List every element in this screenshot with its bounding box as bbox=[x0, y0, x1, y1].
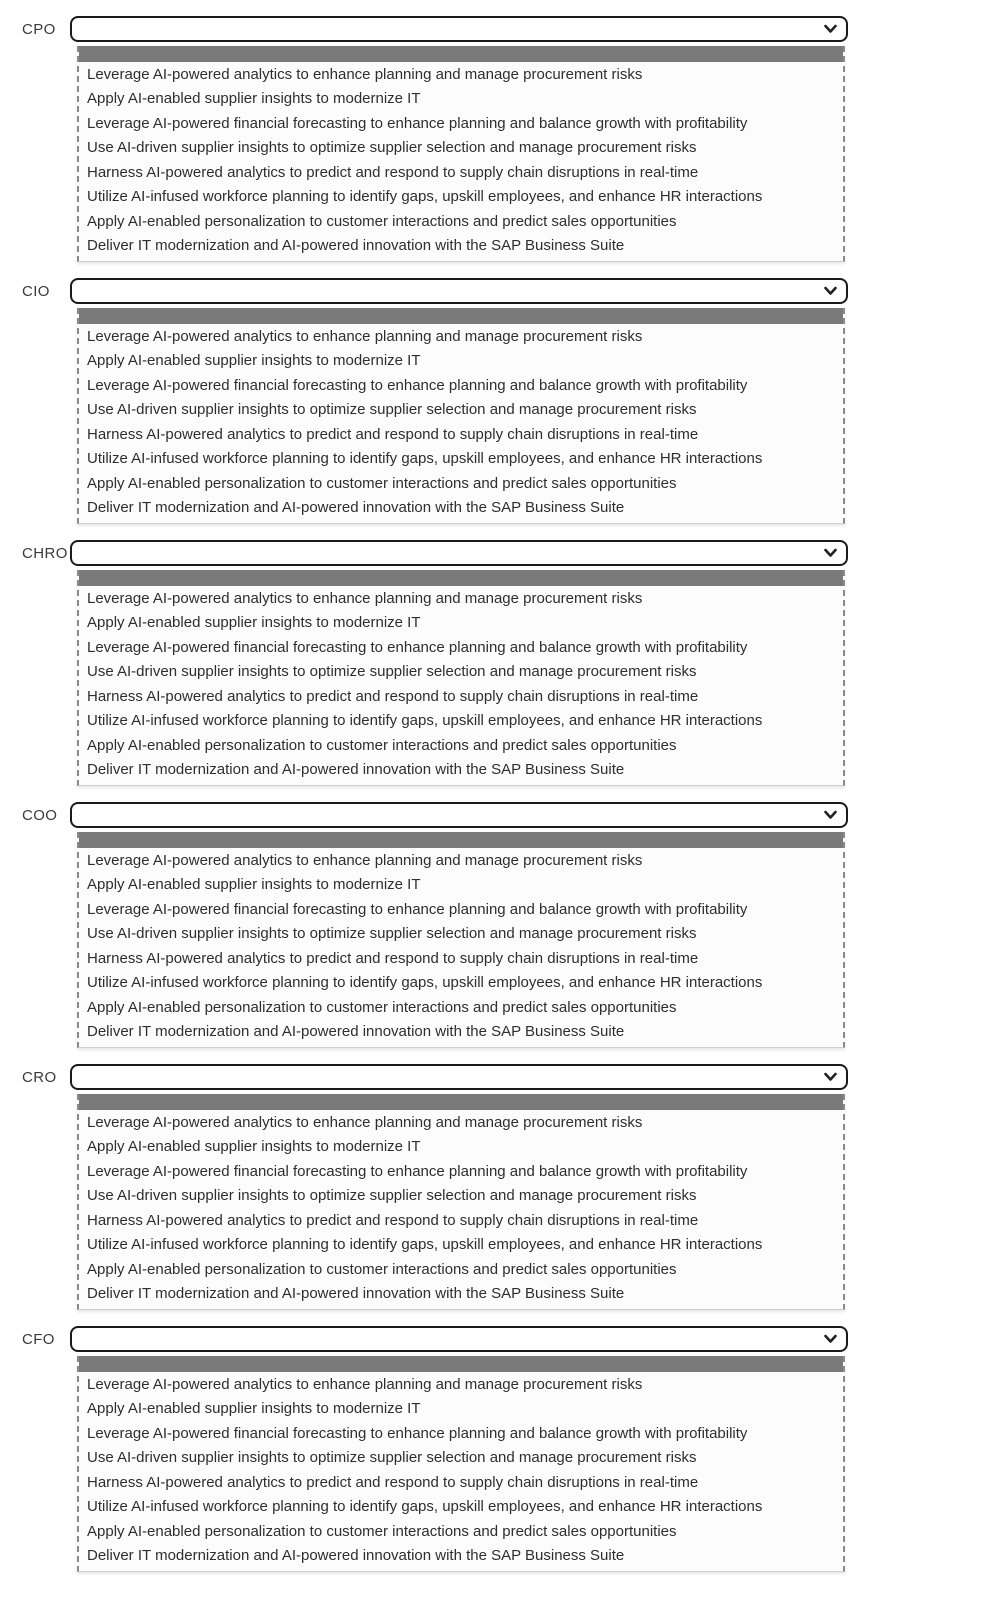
dropdown-option-highlighted-empty[interactable] bbox=[79, 1356, 843, 1372]
dropdown-option[interactable]: Harness AI-powered analytics to predict and respond to supply chain disruptions in real-time bbox=[87, 1473, 699, 1491]
role-strategy-select[interactable] bbox=[70, 1064, 848, 1090]
role-strategy-select[interactable] bbox=[70, 802, 848, 828]
chevron-down-icon bbox=[824, 1335, 837, 1344]
dropdown-option[interactable]: Apply AI-enabled personalization to customer interactions and predict sales opportunities bbox=[87, 474, 677, 492]
dropdown-option[interactable]: Use AI-driven supplier insights to optimize supplier selection and manage procurement risks bbox=[87, 401, 697, 419]
dropdown-option[interactable]: Leverage AI-powered financial forecasting to enhance planning and balance growth with profitability bbox=[87, 1162, 748, 1180]
dropdown-option[interactable]: Harness AI-powered analytics to predict and respond to supply chain disruptions in real-time bbox=[87, 425, 699, 443]
chevron-down-icon bbox=[824, 1073, 837, 1082]
dropdown-option[interactable]: Deliver IT modernization and AI-powered innovation with the SAP Business Suite bbox=[87, 1023, 625, 1041]
dropdown-option[interactable]: Utilize AI-infused workforce planning to identify gaps, upskill employees, and enhance HR interactions bbox=[87, 450, 763, 468]
dropdown-option[interactable]: Utilize AI-infused workforce planning to identify gaps, upskill employees, and enhance HR interactions bbox=[87, 1498, 763, 1516]
chevron-down-icon bbox=[824, 549, 837, 558]
field-column bbox=[70, 1064, 848, 1310]
dropdown-option[interactable]: Utilize AI-infused workforce planning to identify gaps, upskill employees, and enhance HR interactions bbox=[87, 1236, 763, 1254]
dropdown-option[interactable]: Apply AI-enabled supplier insights to modernize IT bbox=[87, 90, 421, 108]
dropdown-option[interactable]: Leverage AI-powered analytics to enhance planning and manage procurement risks bbox=[87, 589, 643, 607]
dropdown-option[interactable]: Leverage AI-powered financial forecasting to enhance planning and balance growth with profitability bbox=[87, 638, 748, 656]
role-label: COO bbox=[22, 807, 58, 824]
dropdown-option[interactable]: Utilize AI-infused workforce planning to identify gaps, upskill employees, and enhance HR interactions bbox=[87, 712, 763, 730]
dropdown-option[interactable]: Deliver IT modernization and AI-powered innovation with the SAP Business Suite bbox=[87, 761, 625, 779]
dropdown-option[interactable]: Use AI-driven supplier insights to optimize supplier selection and manage procurement risks bbox=[87, 1187, 697, 1205]
dropdown-option[interactable]: Utilize AI-infused workforce planning to identify gaps, upskill employees, and enhance HR interactions bbox=[87, 974, 763, 992]
role-strategy-select[interactable] bbox=[70, 540, 848, 566]
dropdown-option-highlighted-empty[interactable] bbox=[79, 832, 843, 848]
dropdown-option[interactable]: Deliver IT modernization and AI-powered innovation with the SAP Business Suite bbox=[87, 1285, 625, 1303]
dropdown-option[interactable]: Apply AI-enabled personalization to customer interactions and predict sales opportunities bbox=[87, 212, 677, 230]
role-strategy-select[interactable] bbox=[70, 1326, 848, 1352]
role-label: CIO bbox=[22, 283, 50, 300]
dropdown-option[interactable]: Leverage AI-powered analytics to enhance planning and manage procurement risks bbox=[87, 1375, 643, 1393]
field-column bbox=[70, 1326, 848, 1572]
dropdown-option[interactable]: Leverage AI-powered analytics to enhance planning and manage procurement risks bbox=[87, 65, 643, 83]
dropdown-option[interactable]: Apply AI-enabled supplier insights to modernize IT bbox=[87, 876, 421, 894]
field-column bbox=[70, 16, 848, 262]
dropdown-option[interactable]: Deliver IT modernization and AI-powered innovation with the SAP Business Suite bbox=[87, 499, 625, 517]
chevron-down-icon bbox=[824, 25, 837, 34]
chevron-down-icon bbox=[824, 811, 837, 820]
dropdown-option[interactable]: Harness AI-powered analytics to predict and respond to supply chain disruptions in real-time bbox=[87, 163, 699, 181]
field-column bbox=[70, 540, 848, 786]
dropdown-option[interactable]: Apply AI-enabled personalization to customer interactions and predict sales opportunities bbox=[87, 736, 677, 754]
dropdown-option-highlighted-empty[interactable] bbox=[79, 46, 843, 62]
dropdown-option-highlighted-empty[interactable] bbox=[79, 308, 843, 324]
role-label: CRO bbox=[22, 1069, 57, 1086]
dropdown-option[interactable]: Use AI-driven supplier insights to optimize supplier selection and manage procurement risks bbox=[87, 925, 697, 943]
dropdown-option[interactable]: Apply AI-enabled supplier insights to modernize IT bbox=[87, 614, 421, 632]
dropdown-option-list bbox=[77, 1356, 845, 1572]
dropdown-option[interactable]: Apply AI-enabled supplier insights to modernize IT bbox=[87, 1138, 421, 1156]
dropdown-option-highlighted-empty[interactable] bbox=[79, 1094, 843, 1110]
role-strategy-form bbox=[0, 16, 992, 1572]
dropdown-option[interactable]: Leverage AI-powered analytics to enhance planning and manage procurement risks bbox=[87, 851, 643, 869]
dropdown-option[interactable]: Use AI-driven supplier insights to optimize supplier selection and manage procurement risks bbox=[87, 1449, 697, 1467]
dropdown-option[interactable]: Deliver IT modernization and AI-powered innovation with the SAP Business Suite bbox=[87, 1547, 625, 1565]
dropdown-option[interactable]: Leverage AI-powered financial forecasting to enhance planning and balance growth with profitability bbox=[87, 900, 748, 918]
dropdown-option[interactable]: Apply AI-enabled personalization to customer interactions and predict sales opportunities bbox=[87, 998, 677, 1016]
dropdown-option[interactable]: Apply AI-enabled personalization to customer interactions and predict sales opportunities bbox=[87, 1260, 677, 1278]
role-section-chro bbox=[0, 540, 992, 786]
dropdown-option[interactable]: Leverage AI-powered financial forecasting to enhance planning and balance growth with profitability bbox=[87, 376, 748, 394]
dropdown-option[interactable]: Leverage AI-powered analytics to enhance planning and manage procurement risks bbox=[87, 1113, 643, 1131]
dropdown-option[interactable]: Harness AI-powered analytics to predict and respond to supply chain disruptions in real-time bbox=[87, 687, 699, 705]
dropdown-option[interactable]: Use AI-driven supplier insights to optimize supplier selection and manage procurement risks bbox=[87, 139, 697, 157]
dropdown-option[interactable]: Leverage AI-powered analytics to enhance planning and manage procurement risks bbox=[87, 327, 643, 345]
role-section-cro bbox=[0, 1064, 992, 1310]
chevron-down-icon bbox=[824, 287, 837, 296]
dropdown-option[interactable]: Deliver IT modernization and AI-powered innovation with the SAP Business Suite bbox=[87, 237, 625, 255]
role-section-cfo bbox=[0, 1326, 992, 1572]
dropdown-option[interactable]: Apply AI-enabled supplier insights to modernize IT bbox=[87, 352, 421, 370]
dropdown-option-list bbox=[77, 1094, 845, 1310]
dropdown-option-list bbox=[77, 308, 845, 524]
dropdown-option[interactable]: Apply AI-enabled personalization to customer interactions and predict sales opportunities bbox=[87, 1522, 677, 1540]
field-column bbox=[70, 802, 848, 1048]
role-label: CPO bbox=[22, 21, 56, 38]
dropdown-option[interactable]: Use AI-driven supplier insights to optimize supplier selection and manage procurement risks bbox=[87, 663, 697, 681]
dropdown-option-list bbox=[77, 570, 845, 786]
role-section-coo bbox=[0, 802, 992, 1048]
role-section-cpo bbox=[0, 16, 992, 262]
field-column bbox=[70, 278, 848, 524]
dropdown-option[interactable]: Harness AI-powered analytics to predict and respond to supply chain disruptions in real-time bbox=[87, 949, 699, 967]
role-strategy-select[interactable] bbox=[70, 16, 848, 42]
dropdown-option[interactable]: Harness AI-powered analytics to predict and respond to supply chain disruptions in real-time bbox=[87, 1211, 699, 1229]
dropdown-option-list bbox=[77, 46, 845, 262]
role-label: CFO bbox=[22, 1331, 55, 1348]
dropdown-option[interactable]: Apply AI-enabled supplier insights to modernize IT bbox=[87, 1400, 421, 1418]
dropdown-option-list bbox=[77, 832, 845, 1048]
role-strategy-select[interactable] bbox=[70, 278, 848, 304]
dropdown-option[interactable]: Leverage AI-powered financial forecasting to enhance planning and balance growth with profitability bbox=[87, 1424, 748, 1442]
dropdown-option[interactable]: Leverage AI-powered financial forecasting to enhance planning and balance growth with profitability bbox=[87, 114, 748, 132]
dropdown-option-highlighted-empty[interactable] bbox=[79, 570, 843, 586]
role-label: CHRO bbox=[22, 545, 68, 562]
dropdown-option[interactable]: Utilize AI-infused workforce planning to identify gaps, upskill employees, and enhance HR interactions bbox=[87, 188, 763, 206]
role-section-cio bbox=[0, 278, 992, 524]
